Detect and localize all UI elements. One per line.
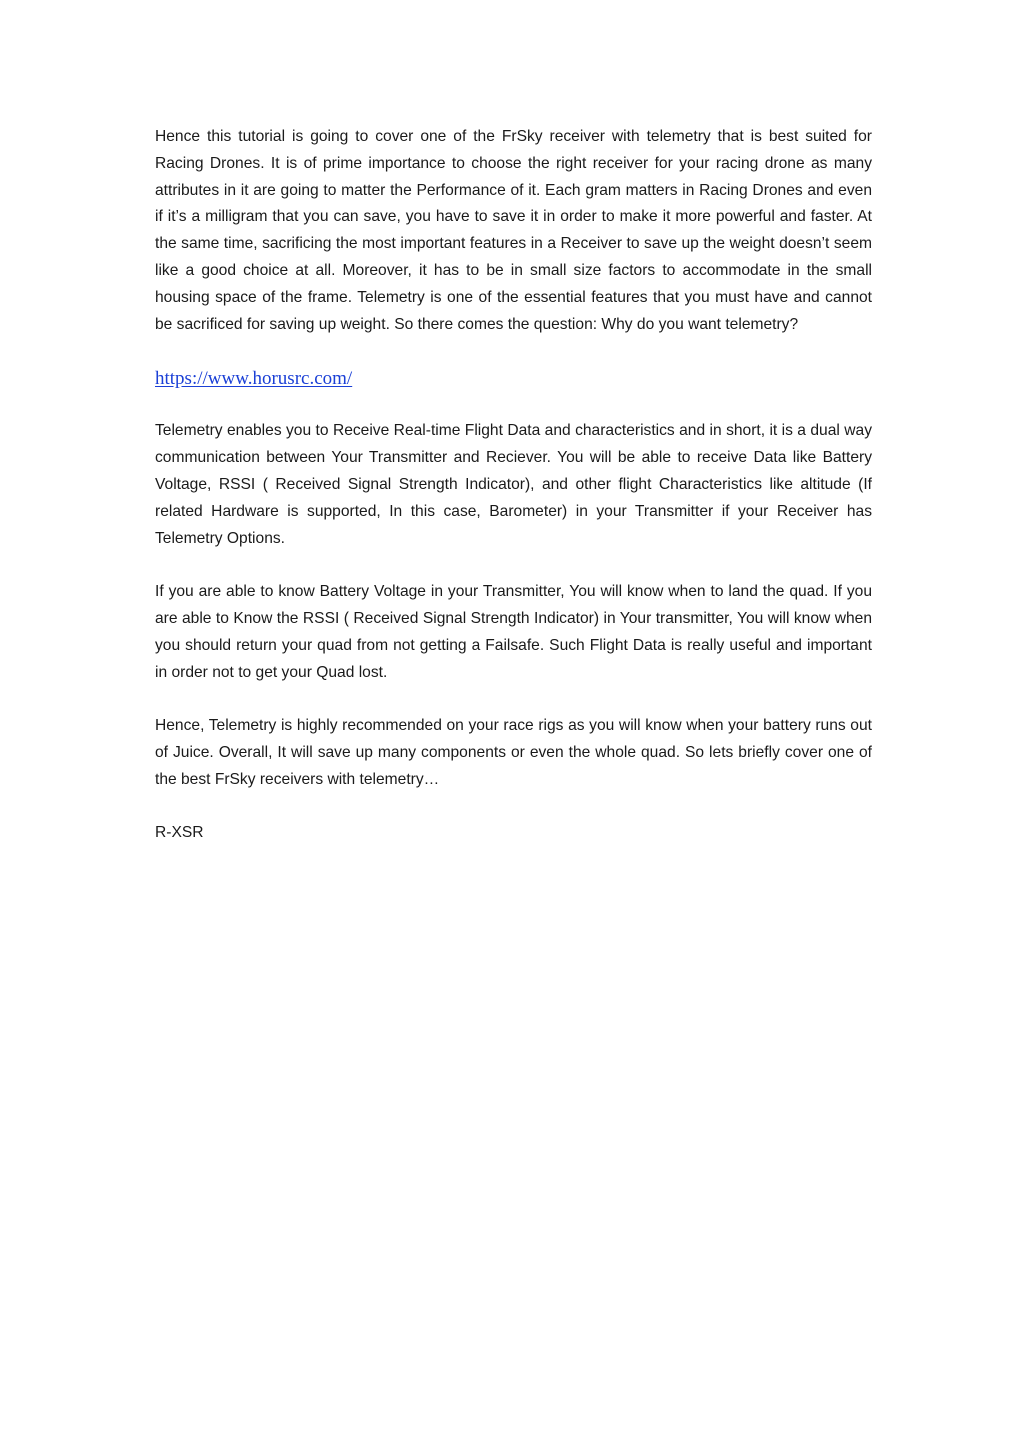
battery-rssi-paragraph: If you are able to know Battery Voltage in your Transmitter, You will know when to land the quad. If you are able to Know the RSSI ( Received Signal Strength Indicator) in Your transmitter, You will know when you should return your quad from not getting a Failsafe. Such Flight Data is really useful and important in order not to get your Quad lost.	[155, 583, 872, 681]
document-page	[155, 124, 872, 847]
website-link-row	[155, 366, 872, 392]
website-link[interactable]: https://www.horusrc.com/	[155, 368, 353, 390]
recommendation-paragraph: Hence, Telemetry is highly recommended on your race rigs as you will know when your battery runs out of Juice. Overall, It will save up many components or even the whole quad. So lets briefly cover one of the best FrSky receivers with telemetry…	[155, 717, 872, 788]
receiver-name-label: R-XSR	[155, 824, 204, 842]
intro-paragraph: Hence this tutorial is going to cover one of the FrSky receiver with telemetry that is best suited for Racing Drones. It is of prime importance to choose the right receiver for your racing drone as many attributes in it are going to matter the Performance of it. Each gram matters in Racing Drones and even if it’s a milligram that you can save, you have to save it in order to make it more powerful and faster. At the same time, sacrificing the most important features in a Receiver to save up the weight doesn’t seem like a good choice at all. Moreover, it has to be in small size factors to accommodate in the small housing space of the frame. Telemetry is one of the essential features that you must have and cannot be sacrificed for saving up weight. So there comes the question: Why do you want telemetry?	[155, 128, 872, 333]
telemetry-paragraph: Telemetry enables you to Receive Real-time Flight Data and characteristics and in short, it is a dual way communication between Your Transmitter and Reciever. You will be able to receive Data like Battery Voltage, RSSI ( Received Signal Strength Indicator), and other flight Characteristics like altitude (If related Hardware is supported, In this case, Barometer) in your Transmitter if your Receiver has Telemetry Options.	[155, 422, 872, 547]
